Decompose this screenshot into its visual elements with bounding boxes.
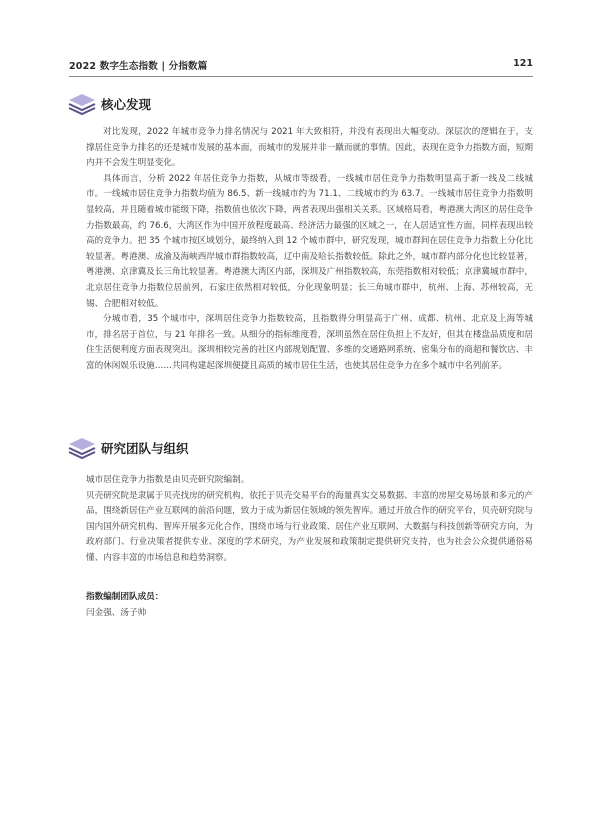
section-body-core-findings bbox=[86, 125, 533, 375]
section-title: 核心发现 bbox=[101, 97, 152, 112]
layers-icon bbox=[67, 92, 97, 116]
section-title: 研究团队与组织 bbox=[101, 441, 189, 456]
page-number: 121 bbox=[513, 58, 533, 69]
header-title: 2022 数字生态指数 | 分指数篇 bbox=[69, 61, 208, 72]
section-body-research-team bbox=[86, 473, 533, 567]
paragraph: 分城市看，35 个城市中，深圳居住竞争力指数较高，且指数得分明显高于广州、成都、杭州、北京及上海等城市，排名居于首位，与 21 年排名一致。从细分的指标维度看，深圳虽然在居住负担上不友好，但其在楼盘品质度和居住生活便利度方面表现突出。深圳相较完善的社区内部规划配置、多维的交通路网系统、密集分布的商超和餐饮店、丰富的休闲娱乐设施……共同构建起深圳便捷且高质的城市居住生活，也使其居住竞争力在多个城市中名列前茅。 bbox=[86, 314, 533, 371]
team-members-names: 闫金强、汤子帅 bbox=[86, 608, 147, 618]
paragraph: 贝壳研究院是隶属于贝壳找房的研究机构，依托于贝壳交易平台的海量真实交易数据、丰富的房屋交易场景和多元的产品，围绕新居住产业互联网的前沿问题，致力于成为新居住领域的领先智库。通过开放合作的研究平台，贝壳研究院与国内国外研究机构、智库开展多元化合作，围绕市场与行业政策、居住产业互联网、大数据与科技创新等研究方向，为政府部门、行业决策者提供专业、深度的学术研究，为产业发展和政策制定提供研究支持，也为社会公众提供通俗易懂、内容丰富的市场信息和趋势洞察。 bbox=[86, 490, 533, 563]
page-header bbox=[69, 58, 533, 74]
layers-icon bbox=[67, 436, 97, 460]
header-divider bbox=[69, 76, 533, 77]
paragraph: 对比发现，2022 年城市竞争力排名情况与 2021 年大致相符，并没有表现出大幅变动。深层次的逻辑在于，支撑居住竞争力排名的还是城市发展的基本面，而城市的发展并非一蹴而就的事情。因此，表现在竞争力指数方面，短期内并不会发生明显变化。 bbox=[86, 127, 533, 169]
team-members-heading: 指数编制团队成员： bbox=[86, 592, 164, 602]
paragraph: 具体而言，分析 2022 年居住竞争力指数，从城市等级看，一线城市居住竞争力指数明显高于新一线及二线城市。一线城市居住竞争力指数均值为 86.5、新一线城市约为 71.1、二线城市约为 63.7。一线城市居住竞争力指数明显较高，并且随着城市能级下降，指数值也依次下降，两者表现出强相关关系。区域格局看，粤港澳大湾区的居住竞争力指数最高，约 76.6，大湾区作为中国开放程度最高、经济活力最强的区域之一，在人居适宜性方面，同样表现出较高的竞争力。把 35 个城市按区域划分，最终纳入到 12 个城市群中，研究发现，城市群间在居住竞争力指数上分化比较显著。粤港澳、成渝及海峡西岸城市群指数较高，辽中南及哈长指数较低。除此之外，城市群内部分化也比较显著，粤港澳、京津冀及长三角比较显著。粤港澳大湾区内部，深圳及广州指数较高，东莞指数相对较低；京津冀城市群中，北京居住竞争力指数位居前列，石家庄依然相对较低，分化现象明显；长三角城市群中，杭州、上海、苏州较高，无锡、合肥相对较低。 bbox=[86, 173, 533, 309]
paragraph: 城市居住竞争力指数是由贝壳研究院编制。 bbox=[86, 475, 250, 485]
